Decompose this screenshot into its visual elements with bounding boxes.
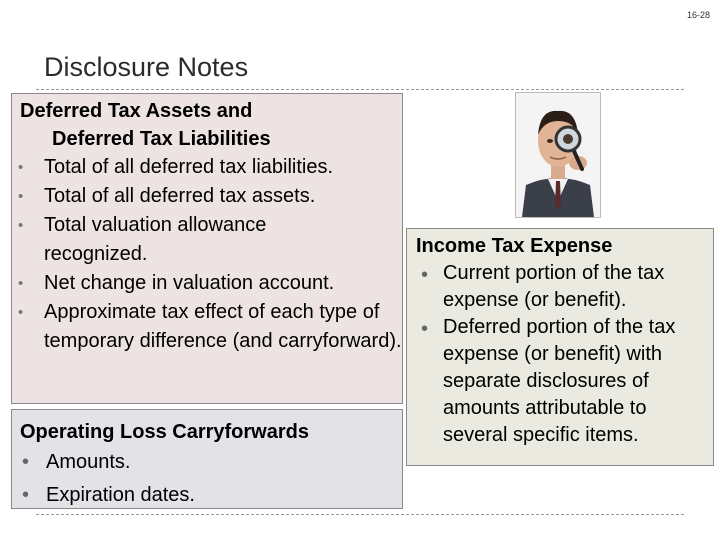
list-item: • Total of all deferred tax assets.: [12, 182, 402, 211]
deferred-tax-heading-line2: Deferred Tax Liabilities: [52, 128, 271, 150]
bullet-icon: •: [22, 484, 30, 506]
magnifier-person-icon: [516, 93, 600, 217]
bullet-icon: •: [18, 275, 24, 292]
bullet-icon: •: [22, 451, 30, 473]
deferred-tax-box: [11, 93, 403, 404]
operating-loss-box: [11, 409, 403, 509]
bullet-icon: •: [18, 304, 24, 321]
operating-loss-heading: Operating Loss Carryforwards: [20, 421, 309, 443]
deferred-tax-heading-line1: Deferred Tax Assets and: [20, 100, 253, 122]
list-item: • Deferred portion of the tax expense (or benefit) with separate disclosures of amounts attributable to several specific items.: [421, 316, 676, 446]
list-item: • Approximate tax effect of each type of temporary difference (and carryforward).: [12, 298, 402, 356]
list-item: • Total of all deferred tax liabilities.: [12, 153, 402, 182]
man-with-magnifying-glass-photo: [515, 92, 601, 218]
operating-loss-list: [12, 446, 402, 512]
list-item: • Current portion of the tax expense (or benefit).: [421, 262, 665, 311]
deferred-tax-heading: [12, 94, 402, 153]
bullet-icon: •: [18, 188, 24, 205]
bullet-icon: •: [421, 264, 429, 286]
bullet-icon: •: [18, 159, 24, 176]
income-tax-expense-box: [406, 228, 714, 466]
list-item: • Amounts.: [12, 446, 402, 479]
list-item: • Net change in valuation account.: [12, 269, 402, 298]
divider-top: [36, 89, 684, 90]
income-tax-expense-list: [407, 260, 713, 449]
bullet-icon: •: [421, 318, 429, 340]
slide-title: Disclosure Notes: [44, 52, 249, 82]
list-item: • Expiration dates.: [12, 479, 402, 512]
slide-number: 16-28: [686, 10, 710, 20]
bullet-icon: •: [18, 217, 24, 234]
deferred-tax-list: [12, 153, 402, 356]
list-item: • Total valuation allowance recognized.: [12, 211, 402, 269]
income-tax-expense-heading: Income Tax Expense: [416, 235, 613, 257]
divider-bottom: [36, 514, 684, 515]
